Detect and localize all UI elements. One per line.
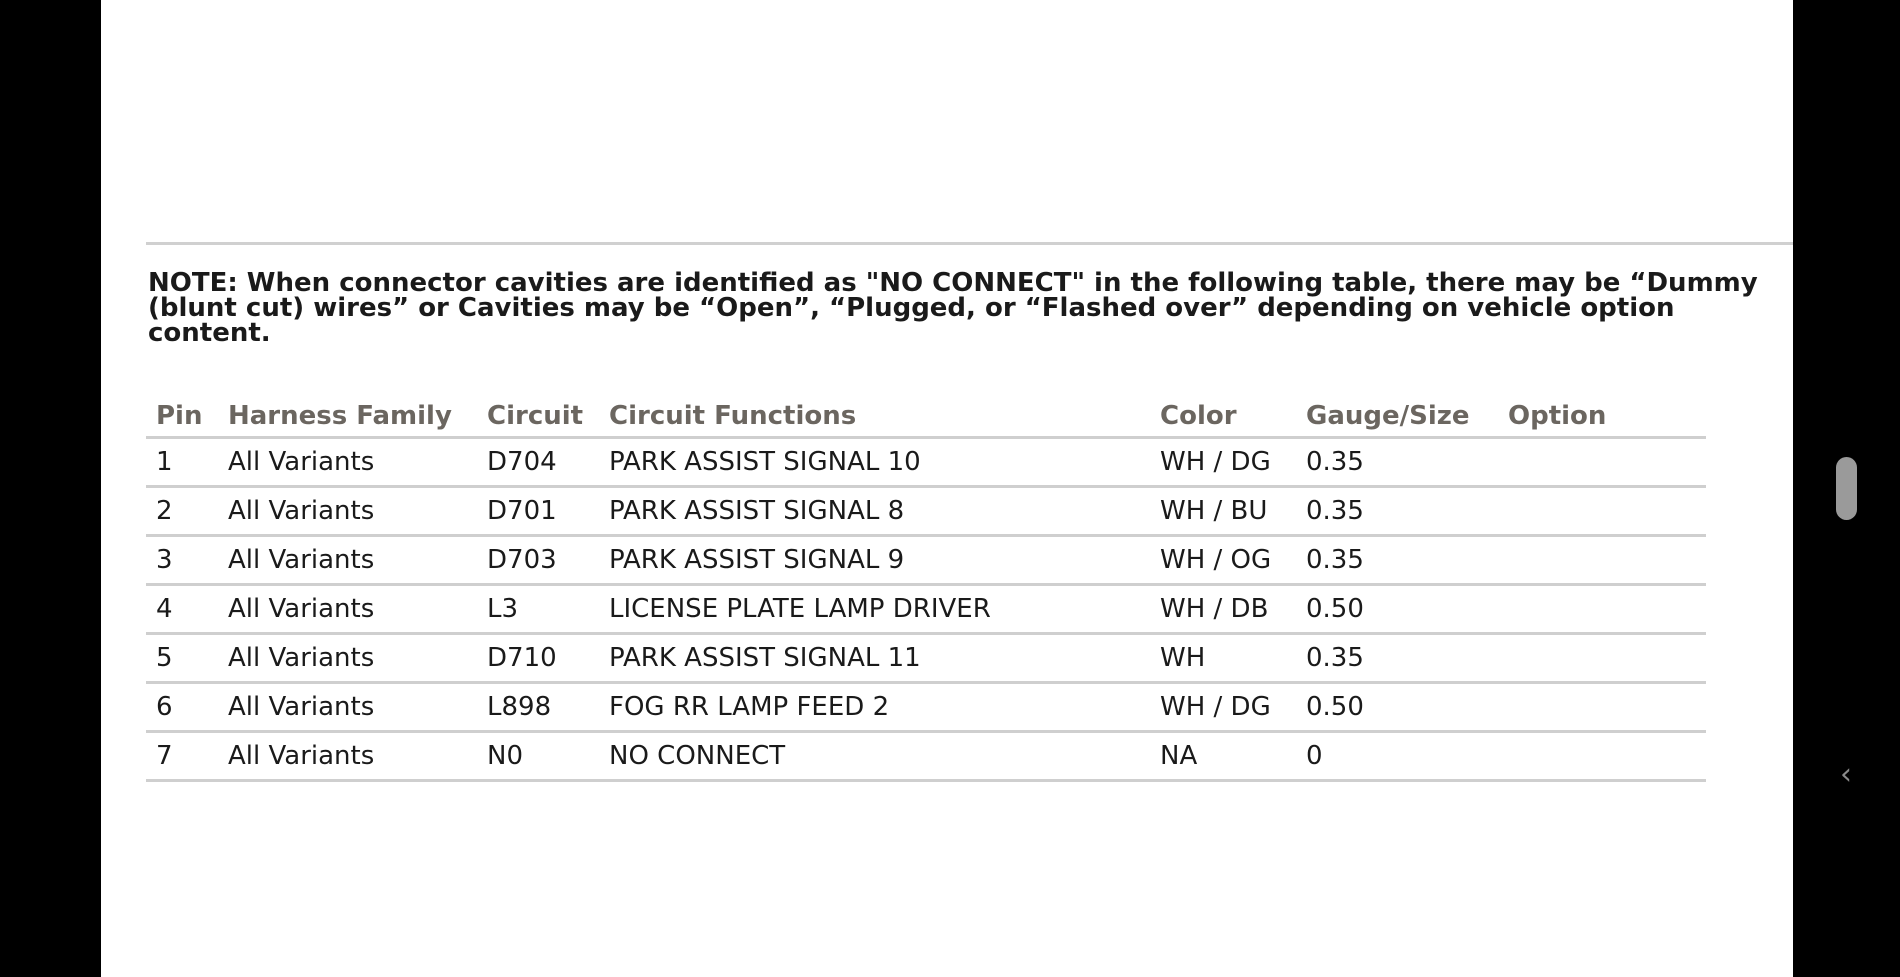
- document-page[interactable]: [101, 0, 1793, 977]
- table-row: [146, 487, 1706, 536]
- cell-pin: 5: [146, 634, 218, 683]
- table-header-row: [146, 396, 1706, 438]
- cell-option: [1498, 438, 1706, 487]
- cell-gauge-size: 0.35: [1296, 536, 1498, 585]
- cell-gauge-size: 0.50: [1296, 585, 1498, 634]
- cell-circuit-functions: NO CONNECT: [599, 732, 1150, 781]
- cell-circuit: L3: [477, 585, 599, 634]
- section-divider: [146, 242, 1793, 245]
- cell-option: [1498, 487, 1706, 536]
- cell-option: [1498, 634, 1706, 683]
- cell-circuit: L898: [477, 683, 599, 732]
- cell-circuit: D703: [477, 536, 599, 585]
- cell-gauge-size: 0.35: [1296, 438, 1498, 487]
- cell-circuit-functions: PARK ASSIST SIGNAL 8: [599, 487, 1150, 536]
- header-circuit: Circuit: [477, 396, 599, 438]
- table-row: [146, 438, 1706, 487]
- cell-circuit: D701: [477, 487, 599, 536]
- cell-harness-family: All Variants: [218, 487, 477, 536]
- cell-harness-family: All Variants: [218, 438, 477, 487]
- cell-circuit-functions: PARK ASSIST SIGNAL 10: [599, 438, 1150, 487]
- cell-harness-family: All Variants: [218, 683, 477, 732]
- cell-gauge-size: 0: [1296, 732, 1498, 781]
- header-gauge-size: Gauge/Size: [1296, 396, 1498, 438]
- cell-option: [1498, 732, 1706, 781]
- header-option: Option: [1498, 396, 1706, 438]
- cell-color: NA: [1150, 732, 1296, 781]
- scrollbar-thumb[interactable]: [1836, 457, 1857, 520]
- cell-circuit-functions: LICENSE PLATE LAMP DRIVER: [599, 585, 1150, 634]
- cell-pin: 3: [146, 536, 218, 585]
- cell-color: WH / BU: [1150, 487, 1296, 536]
- cell-pin: 2: [146, 487, 218, 536]
- cell-pin: 6: [146, 683, 218, 732]
- cell-circuit-functions: PARK ASSIST SIGNAL 11: [599, 634, 1150, 683]
- table-row: [146, 585, 1706, 634]
- cell-harness-family: All Variants: [218, 634, 477, 683]
- cell-color: WH: [1150, 634, 1296, 683]
- cell-pin: 7: [146, 732, 218, 781]
- cell-color: WH / DG: [1150, 438, 1296, 487]
- cell-harness-family: All Variants: [218, 585, 477, 634]
- cell-circuit-functions: FOG RR LAMP FEED 2: [599, 683, 1150, 732]
- connector-pinout-table: [146, 396, 1706, 782]
- cell-circuit: D710: [477, 634, 599, 683]
- cell-color: WH / DB: [1150, 585, 1296, 634]
- cell-circuit: D704: [477, 438, 599, 487]
- cell-pin: 1: [146, 438, 218, 487]
- cell-circuit: N0: [477, 732, 599, 781]
- connector-note: NOTE: When connector cavities are identified as "NO CONNECT" in the following table, there may be “Dummy (blunt cut) wires” or Cavities may be “Open”, “Plugged, or “Flashed over” depending on vehicle option content.: [148, 268, 1758, 348]
- cell-harness-family: All Variants: [218, 536, 477, 585]
- cell-circuit-functions: PARK ASSIST SIGNAL 9: [599, 536, 1150, 585]
- cell-option: [1498, 585, 1706, 634]
- table-row: [146, 634, 1706, 683]
- header-color: Color: [1150, 396, 1296, 438]
- table-row: [146, 732, 1706, 781]
- cell-color: WH / OG: [1150, 536, 1296, 585]
- header-pin: Pin: [146, 396, 218, 438]
- cell-option: [1498, 536, 1706, 585]
- header-harness-family: Harness Family: [218, 396, 477, 438]
- cell-option: [1498, 683, 1706, 732]
- chevron-left-icon[interactable]: ‹: [1840, 757, 1852, 792]
- cell-gauge-size: 0.35: [1296, 634, 1498, 683]
- cell-pin: 4: [146, 585, 218, 634]
- cell-color: WH / DG: [1150, 683, 1296, 732]
- cell-gauge-size: 0.50: [1296, 683, 1498, 732]
- header-circuit-functions: Circuit Functions: [599, 396, 1150, 438]
- cell-gauge-size: 0.35: [1296, 487, 1498, 536]
- table-row: [146, 683, 1706, 732]
- cell-harness-family: All Variants: [218, 732, 477, 781]
- table-row: [146, 536, 1706, 585]
